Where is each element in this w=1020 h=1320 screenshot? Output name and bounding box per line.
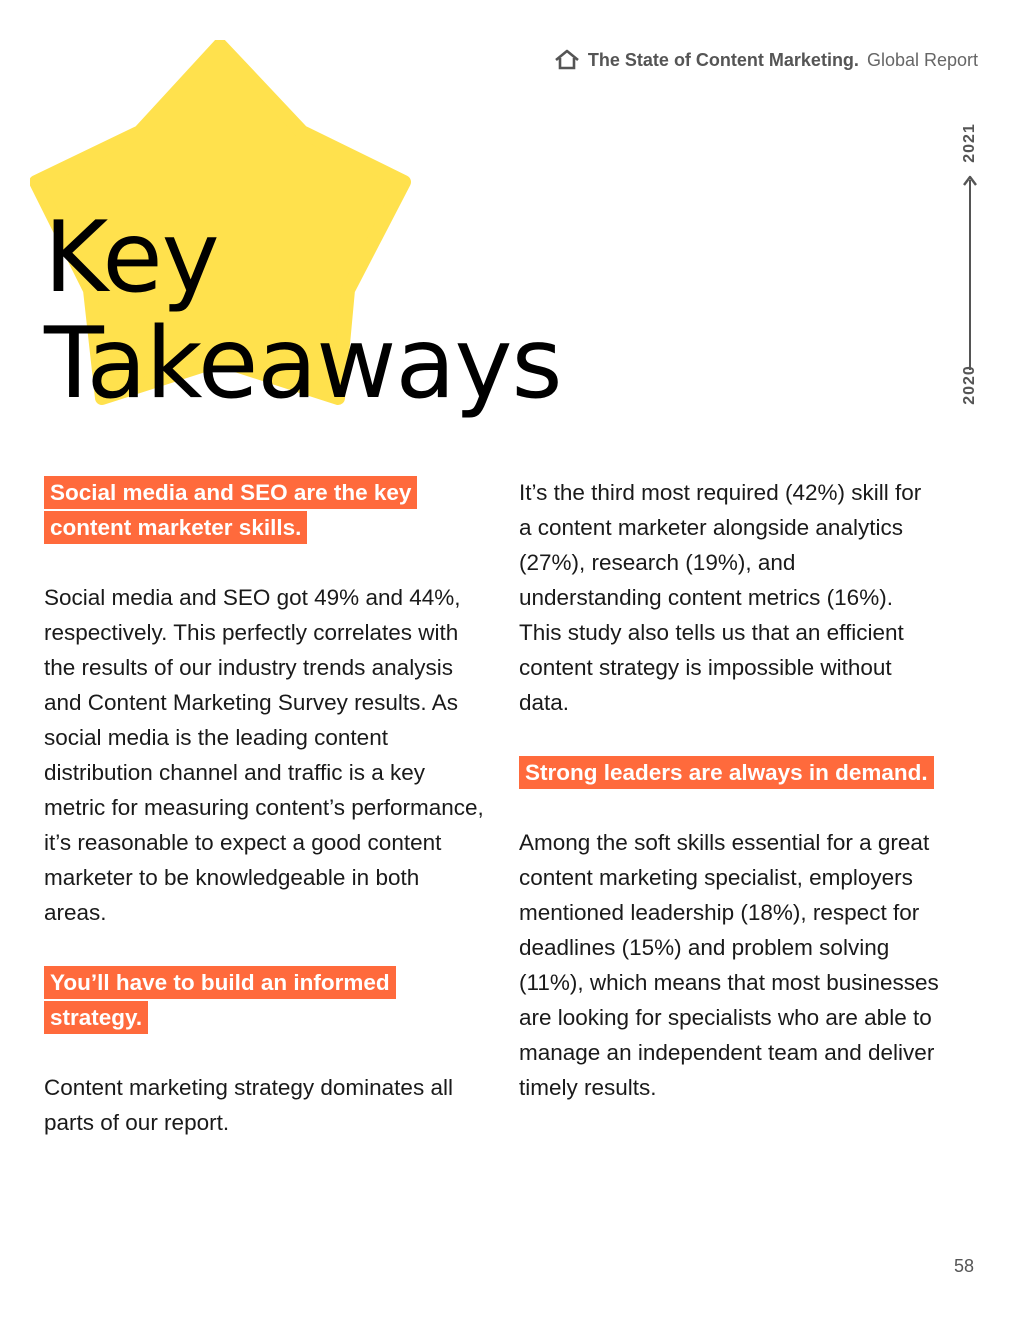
end-year: 2021 bbox=[961, 123, 978, 163]
page-title bbox=[44, 201, 562, 421]
highlight-heading: Social media and SEO are the key content marketer skills. bbox=[44, 476, 417, 544]
right-column bbox=[519, 475, 939, 1105]
paragraph: Among the soft skills essential for a great content marketing specialist, employers mentioned leadership (18%), respect for deadlines (15%) and problem solving (11%), which means that most businesses are looking for specialists who are able to manage an independent team and deliver timely results. bbox=[519, 830, 939, 1100]
year-timeline bbox=[950, 120, 990, 410]
timeline-line bbox=[969, 180, 971, 370]
paragraph: It’s the third most required (42%) skill for a content marketer alongside analytics (27%), research (19%), and understanding content metrics (16%). This study also tells us that an efficient content strategy is impossible without data. bbox=[519, 480, 922, 715]
paragraph: Content marketing strategy dominates all parts of our report. bbox=[44, 1075, 453, 1135]
report-brand: The State of Content Marketing. bbox=[587, 49, 859, 70]
title-line-1: Key bbox=[44, 201, 219, 315]
title-line-2: Takeaways bbox=[44, 307, 562, 421]
page-number: 58 bbox=[953, 1256, 974, 1276]
start-year: 2020 bbox=[961, 365, 978, 405]
left-column bbox=[44, 475, 484, 1140]
report-subtitle: Global Report bbox=[866, 49, 978, 70]
highlight-heading: You’ll have to build an informed strategy. bbox=[44, 966, 396, 1034]
home-icon[interactable] bbox=[554, 49, 580, 71]
paragraph: Social media and SEO got 49% and 44%, respectively. This perfectly correlates with the results of our industry trends analysis and Content Marketing Survey results. As social media is the leading content distribution channel and traffic is a key metric for measuring content’s performance, it’s reasonable to expect a good content marketer to be knowledgeable in both areas. bbox=[44, 585, 484, 925]
highlight-heading: Strong leaders are always in demand. bbox=[519, 756, 934, 789]
report-header bbox=[554, 47, 978, 73]
